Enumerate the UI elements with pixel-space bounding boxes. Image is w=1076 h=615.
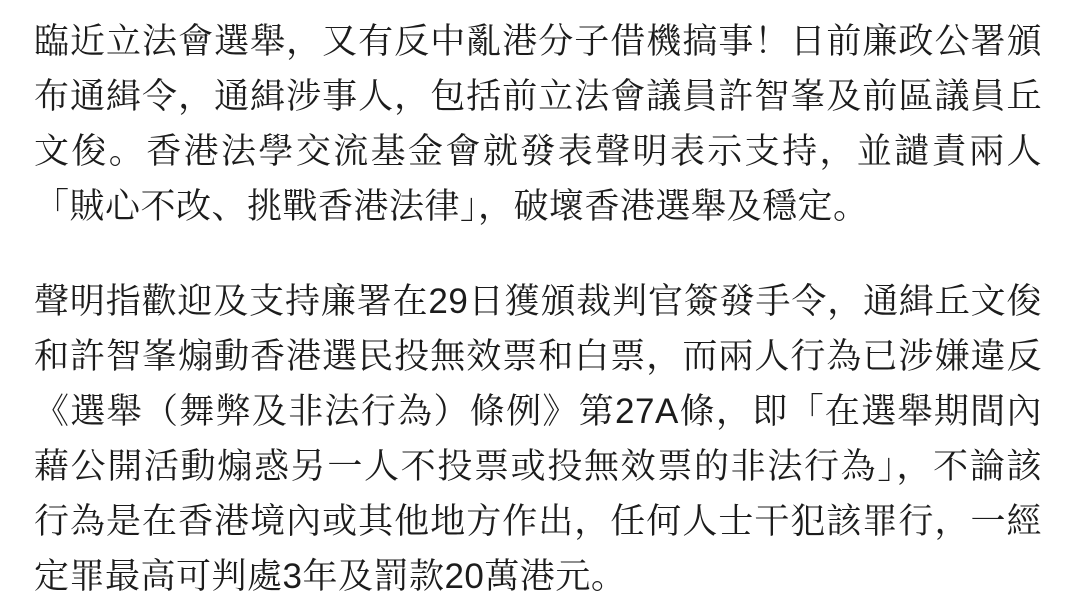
article-paragraph-1: 臨近立法會選舉，又有反中亂港分子借機搞事！日前廉政公署頒布通緝令，通緝涉事人，包括前立法會議員許智峯及前區議員丘文俊。香港法學交流基金會就發表聲明表示支持，並譴責兩人「賊心不改、挑戰香港法律」，破壞香港選舉及穩定。 [34,22,1042,226]
article-paragraph-2: 聲明指歡迎及支持廉署在29日獲頒裁判官簽發手令，通緝丘文俊和許智峯煽動香港選民投無效票和白票，而兩人行為已涉嫌違反《選舉（舞弊及非法行為）條例》第27A條，即「在選舉期間內藉公開活動煽惑另一人不投票或投無效票的非法行為」，不論該行為是在香港境內或其他地方作出，任何人士干犯該罪行，一經定罪最高可判處3年及罰款20萬港元。 [34,282,1042,596]
